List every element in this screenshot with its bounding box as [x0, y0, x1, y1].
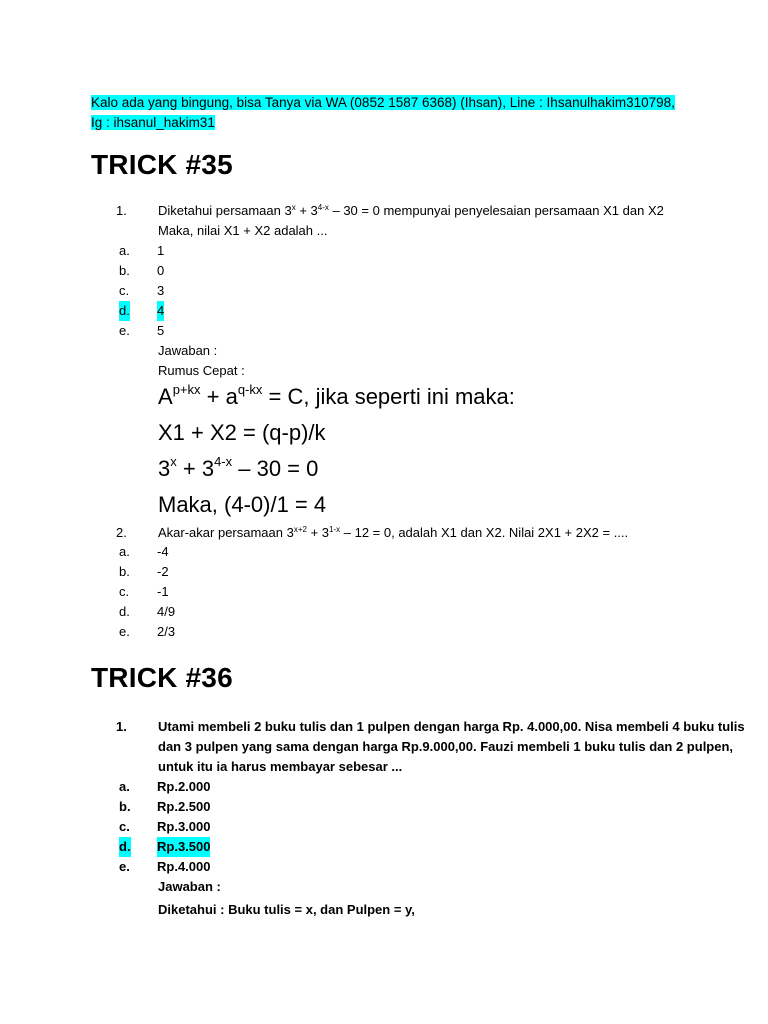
option-value: Rp.3.000: [157, 819, 211, 834]
trick-35-heading: TRICK #35: [91, 149, 233, 180]
option-letter: a.: [119, 779, 130, 794]
option-letter: c.: [119, 819, 130, 834]
contact-info: [91, 93, 681, 133]
formula-example: $3^x + 3^{4-x} - 30 = 0$: [158, 454, 319, 481]
option-value: 2/3: [157, 624, 176, 639]
question-line-3: untuk itu ia harus membayar sebesar ...: [158, 759, 403, 774]
option-value: Rp.4.000: [157, 859, 211, 874]
formula-result: Maka, (4-0)/1 = 4: [158, 492, 327, 517]
contact-text: Kalo ada yang bingung, bisa Tanya via WA (0852 1587 6368) (Ihsan), Line : Ihsanulhakim310798, Ig : ihsanul_hakim31: [91, 95, 675, 130]
question-line-1: Utami membeli 2 buku tulis dan 1 pulpen dengan harga Rp. 4.000,00. Nisa membeli 4 buku tulis: [158, 719, 745, 734]
option-letter: e.: [119, 624, 130, 639]
option-value: 4/9: [157, 604, 176, 619]
option-letter: a.: [119, 544, 130, 559]
option-value: Rp.2.500: [157, 799, 211, 814]
trick-36-heading: TRICK #36: [91, 662, 233, 693]
option-value: -4: [157, 544, 169, 559]
option-value: Rp.3.500: [157, 837, 210, 857]
question-text: Akar-akar persamaan $3^{x+2} + 3^{1-x} - 12 = 0$, adalah X1 dan X2. Nilai 2X1 + 2X2 = ....: [158, 525, 629, 540]
option-value: 0: [157, 263, 165, 278]
option-value: 4: [157, 301, 164, 321]
option-letter: e.: [119, 323, 130, 338]
option-value: -1: [157, 584, 169, 599]
option-letter: d.: [119, 837, 131, 857]
option-letter: a.: [119, 243, 130, 258]
option-value: 1: [157, 243, 165, 258]
question-text: [158, 201, 688, 241]
jawaban-label: Jawaban :: [158, 343, 218, 358]
option-letter: b.: [119, 263, 130, 278]
option-value: 3: [157, 283, 165, 298]
question-number: 1.: [116, 203, 127, 218]
question-line-2: dan 3 pulpen yang sama dengan harga Rp.9.000,00. Fauzi membeli 1 buku tulis dan 2 pulpen,: [158, 739, 734, 754]
option-value: 5: [157, 323, 165, 338]
question-text: [158, 717, 745, 777]
question-line-2: Maka, nilai X1 + X2 adalah ...: [158, 223, 328, 238]
formula-sum-roots: X1 + X2 = (q-p)/k: [158, 420, 326, 445]
diketahui-text: Diketahui : Buku tulis = x, dan Pulpen = y,: [158, 902, 415, 917]
formula-general: $A^{p+kx} + a^{q-kx} = C$, jika seperti ini maka:: [158, 382, 515, 409]
option-value: Rp.2.000: [157, 779, 211, 794]
question-line-1: Diketahui persamaan $3^x + 3^{4-x} - 30 = 0$ mempunyai penyelesaian persamaan X1 dan X2: [158, 203, 664, 218]
question-number: 2.: [116, 525, 127, 540]
question-number: 1.: [116, 719, 127, 734]
option-letter: c.: [119, 283, 130, 298]
option-letter: d.: [119, 604, 130, 619]
option-letter: b.: [119, 564, 130, 579]
option-letter: e.: [119, 859, 130, 874]
jawaban-label: Jawaban :: [158, 879, 221, 894]
option-value: -2: [157, 564, 169, 579]
option-letter: d.: [119, 301, 130, 321]
option-letter: c.: [119, 584, 130, 599]
option-letter: b.: [119, 799, 131, 814]
rumus-cepat-label: Rumus Cepat :: [158, 363, 245, 378]
